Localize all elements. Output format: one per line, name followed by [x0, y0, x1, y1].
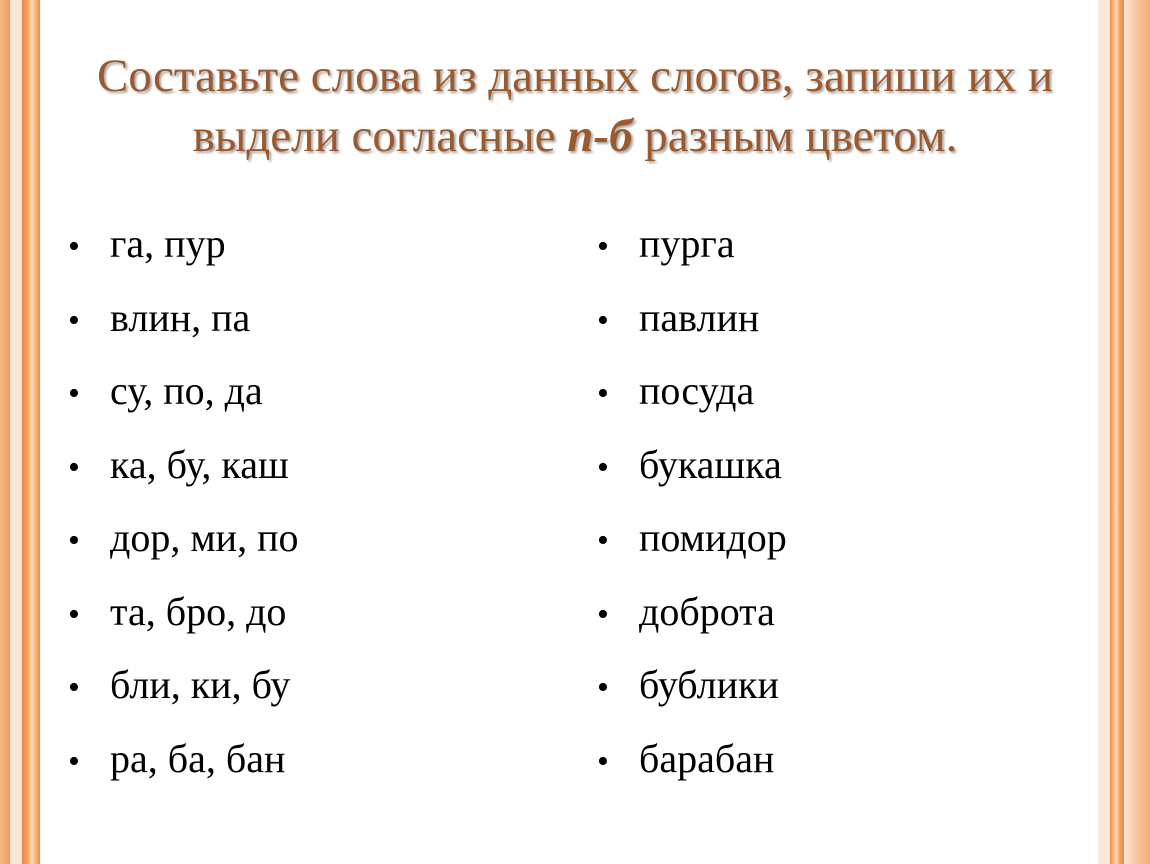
left-border-stripe — [0, 0, 10, 864]
word-item — [597, 588, 787, 662]
bullet-icon: • — [597, 301, 609, 339]
bullet-icon: • — [597, 375, 609, 412]
syllable-item — [68, 588, 298, 662]
syllable-item-text: влин, па — [110, 294, 251, 340]
syllable-item — [68, 661, 298, 735]
right-border-bar — [1110, 0, 1124, 864]
syllable-item-text: ра, ба, бан — [110, 735, 286, 781]
word-item — [597, 514, 787, 588]
title-text-start: Составьте слова из данных слогов, запиши их и выдели согласные — [96, 50, 1054, 162]
syllable-item-text: су, по, да — [110, 368, 263, 413]
word-item-text: букашка — [639, 441, 782, 487]
bullet-icon: • — [597, 595, 609, 633]
word-item-text: барабан — [639, 735, 775, 781]
syllable-item-text: га, пур — [110, 221, 226, 266]
word-item — [597, 735, 787, 809]
right-border-gap — [1098, 0, 1110, 864]
syllable-item — [68, 220, 298, 294]
words-list — [597, 220, 787, 808]
bullet-icon: • — [68, 669, 80, 706]
left-border-bar — [22, 0, 40, 864]
word-item-text: пурга — [639, 221, 735, 266]
bullet-icon: • — [68, 228, 80, 265]
left-border-gap — [10, 0, 22, 864]
right-border-stripe — [1124, 0, 1150, 864]
syllable-item-text: бли, ки, бу — [110, 662, 291, 707]
bullet-icon: • — [68, 448, 80, 486]
syllable-item-text: та, бро, до — [110, 588, 287, 634]
title-emphasis: п-б — [567, 110, 633, 162]
syllables-list — [68, 220, 298, 808]
word-item-text: помидор — [639, 515, 787, 560]
bullet-icon: • — [68, 742, 80, 780]
syllable-item — [68, 367, 298, 441]
bullet-icon: • — [597, 448, 609, 486]
syllable-item — [68, 735, 298, 809]
word-item — [597, 294, 787, 368]
word-item-text: доброта — [639, 588, 775, 634]
bullet-icon: • — [597, 522, 609, 559]
bullet-icon: • — [68, 522, 80, 559]
word-item — [597, 441, 787, 515]
bullet-icon: • — [597, 742, 609, 780]
bullet-icon: • — [68, 595, 80, 633]
syllable-item-text: ка, бу, каш — [110, 441, 289, 487]
word-item — [597, 220, 787, 294]
bullet-icon: • — [68, 301, 80, 339]
bullet-icon: • — [597, 228, 609, 265]
word-item — [597, 661, 787, 735]
syllable-item — [68, 294, 298, 368]
word-item-text: павлин — [639, 294, 760, 340]
word-item-text: бублики — [639, 662, 779, 707]
syllable-item-text: дор, ми, по — [110, 515, 299, 560]
bullet-icon: • — [597, 669, 609, 706]
word-item-text: посуда — [639, 368, 755, 413]
bullet-icon: • — [68, 375, 80, 412]
word-item — [597, 367, 787, 441]
slide-title — [60, 46, 1090, 166]
syllable-item — [68, 514, 298, 588]
syllable-item — [68, 441, 298, 515]
title-text-end: разным цветом. — [632, 110, 958, 162]
